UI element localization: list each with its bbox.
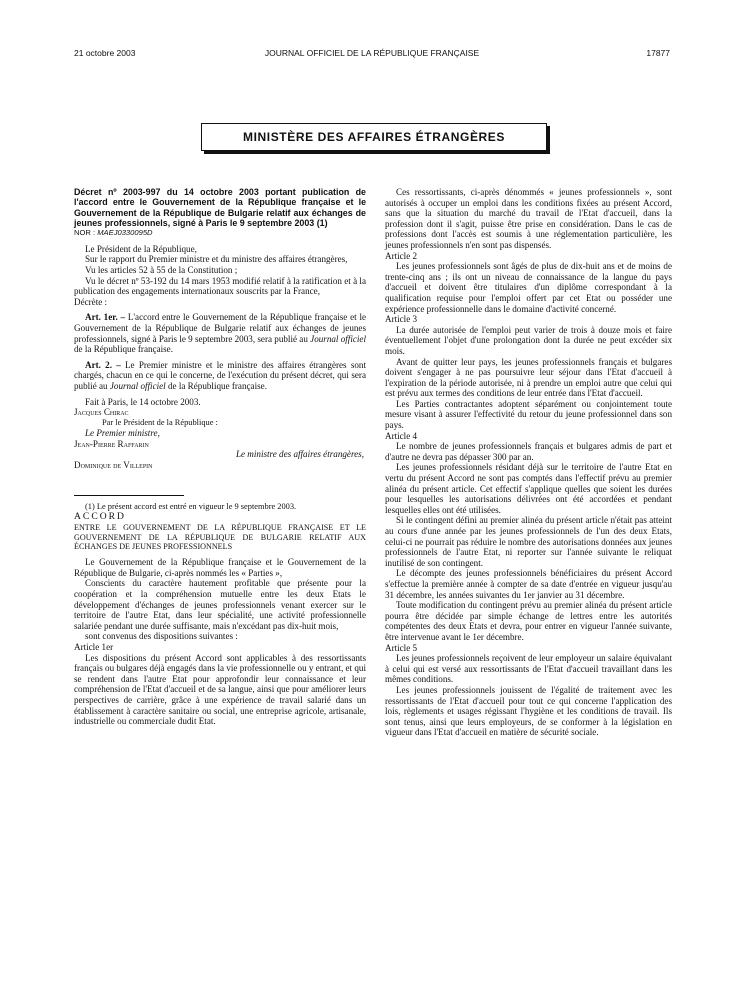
- foreign-minister-title: Le ministre des affaires étrangères,: [235, 449, 364, 460]
- visa-line: Sur le rapport du Premier ministre et du ministre des affaires étrangères,: [85, 254, 348, 265]
- article-4-paragraph: Toute modification du contingent prévu au premier alinéa du présent article pourra être décidée par simple échange de lettres entre les autorités compétentes des deux Etats et devra, pour entrer en vigueur l'année suivante, être intervenue avant le 1er décembre.: [385, 600, 672, 642]
- article-4-paragraph: Les jeunes professionnels résidant déjà sur le territoire de l'autre Etat en vertu du présent Accord ne sont pas comptés dans l'effectif prévu au premier alinéa du présent article. Cet effectif s'applique quelles que soient les durées pour lesquelles les autorisations délivrées ont été accordées et pendant lesquelles elles ont été utilisées.: [385, 462, 672, 515]
- ministry-banner: [201, 123, 547, 151]
- footnote: (1) Le présent accord est entré en vigueur le 9 septembre 2003.: [85, 501, 297, 511]
- article-4-heading: Article 4: [385, 430, 418, 441]
- preamble-paragraph: Le Gouvernement de la République française et le Gouvernement de la République de Bulgarie, ci-après nommés les « Parties »,: [74, 557, 366, 578]
- accord-subtitle: ENTRE LE GOUVERNEMENT DE LA RÉPUBLIQUE FRANÇAISE ET LE GOUVERNEMENT DE LA RÉPUBLIQUE DE BULGARIE RELATIF AUX ÉCHANGES DE JEUNES PROFESSIONNELS: [74, 522, 366, 552]
- article-4-paragraph: Le décompte des jeunes professionnels bénéficiaires du présent Accord s'effectue la première année à compter de sa date d'entrée en vigueur jusqu'au 31 décembre, les années suivantes du 1er janvier au 31 décembre.: [385, 568, 672, 600]
- prime-minister-title: Le Premier ministre,: [85, 428, 160, 439]
- article-2-paragraph: Les jeunes professionnels sont âgés de plus de dix-huit ans et de moins de trente-cinq ans ; ils ont un niveau de connaissance de la langue du pays d'accueil et doivent être titulaires d'un diplôme correspondant à la qualification requise pour l'emploi offert par cet Etat ou posséder une expérience professionnelle dans le domaine d'activité concerné.: [385, 261, 672, 314]
- article-3-heading: Article 3: [385, 314, 418, 325]
- right-column: [385, 187, 672, 738]
- preamble-paragraph: Conscients du caractère hautement profitable que présente pour la coopération et la compréhension mutuelle entre les deux Etats le développement d'échanges de jeunes professionnels venant exercer sur le territoire de l'autre Etat, dans leur spécialité, une activité professionnelle salariée pendant une durée suffisante, mais n'excédant pas dix-huit mois,: [74, 578, 366, 631]
- accord-title: ACCORD: [74, 511, 126, 523]
- issue-date: 21 octobre 2003: [74, 48, 136, 58]
- journal-title: JOURNAL OFFICIEL DE LA RÉPUBLIQUE FRANÇAISE: [264, 48, 480, 58]
- decree-title: Décret nº 2003-997 du 14 octobre 2003 portant publication de l'accord entre le Gouvernement de la République française et le Gouvernement de la République de Bulgarie relatif aux échanges de jeunes professionnels, signé à Paris le 9 septembre 2003 (1): [74, 187, 366, 228]
- signatory-president: Jacques Chirac: [74, 407, 129, 418]
- decrete-heading: Décrète :: [74, 296, 108, 307]
- article-1-heading: Article 1er: [74, 641, 114, 652]
- visa-line: Vu les articles 52 à 55 de la Constitution ;: [85, 264, 238, 275]
- decree-article-1: [74, 312, 366, 354]
- nor-label: NOR :: [74, 228, 96, 238]
- nor-reference: [74, 228, 366, 239]
- decree-article-1-label: Art. 1er. –: [85, 312, 126, 323]
- prime-minister-name: Jean-Pierre Raffarin: [74, 438, 149, 449]
- visa-line: Le Président de la République,: [85, 243, 197, 254]
- page-number: 17877: [646, 48, 670, 58]
- by-president: Par le Président de la République :: [102, 417, 218, 427]
- article-5-heading: Article 5: [385, 642, 418, 653]
- journal-officiel-ref: Journal officiel: [109, 380, 166, 391]
- decree-article-1-text: L'accord entre le Gouvernement de la République française et le Gouvernement de la République de Bulgarie relatif aux échanges de jeunes professionnels, signé à Paris le 9 septembre 2003, sera publié au: [74, 312, 367, 344]
- article-3-paragraph: Les Parties contractantes adoptent séparément ou conjointement toute mesure visant à assurer l'effectivité du retour du jeune professionnel dans son pays.: [385, 398, 672, 431]
- article-4-paragraph: Si le contingent défini au premier alinéa du présent article n'était pas atteint au cours d'une année par les jeunes professionnels de l'un des deux Etats, celui-ci ne pourrait pas réduire le nombre des autorisations données aux jeunes professionnels de l'autre Etat, ni reporter sur l'année suivante le reliquat inutilisé de son contingent.: [385, 515, 672, 568]
- article-1-paragraph: Ces ressortissants, ci-après dénommés « jeunes professionnels », sont autorisés à occuper un emploi dans les conditions fixées au présent Accord, sans que la situation du marché du travail de l'Etat d'accueil, dans la profession dont il s'agit, puisse être prise en considération. Dans le cas de professions dont l'accès est soumis à une réglementation particulière, les jeunes professionnels n'en sont pas dispensés.: [385, 187, 672, 250]
- article-3-paragraph: Avant de quitter leur pays, les jeunes professionnels français et bulgares doivent s'engager à ne pas poursuivre leur séjour dans l'Etat d'accueil à l'expiration de la période autorisée, ni à prendre un emploi autre que celui qui est prévu aux termes des conditions de leur entrée dans l'Etat d'accueil.: [385, 356, 672, 399]
- article-3-paragraph: La durée autorisée de l'emploi peut varier de trois à douze mois et faire éventuellement l'objet d'une prolongation dont la durée ne peut excéder six mois.: [385, 324, 672, 356]
- nor-value: MAEJ0330095D: [97, 228, 153, 238]
- footnote-separator: [74, 495, 184, 496]
- article-2-heading: Article 2: [385, 250, 418, 261]
- decree-article-2: [74, 360, 366, 392]
- journal-officiel-ref: Journal officiel: [310, 333, 366, 344]
- visa-line: Vu le décret nº 53-192 du 14 mars 1953 modifié relatif à la ratification et à la publication des engagements internationaux souscrits par la France,: [74, 275, 366, 297]
- page-header: [74, 48, 670, 62]
- preamble-paragraph: sont convenus des dispositions suivantes :: [85, 631, 238, 642]
- ministry-title: MINISTÈRE DES AFFAIRES ÉTRANGÈRES: [242, 130, 506, 144]
- done-at: Fait à Paris, le 14 octobre 2003.: [85, 396, 201, 407]
- foreign-minister-name: Dominique de Villepin: [74, 460, 153, 471]
- article-5-paragraph: Les jeunes professionnels reçoivent de leur employeur un salaire équivalant à celui qui est versé aux ressortissants de l'Etat d'accueil travaillant dans les mêmes conditions.: [385, 653, 672, 685]
- article-5-paragraph: Les jeunes professionnels jouissent de l'égalité de traitement avec les ressortissants de l'Etat d'accueil pour tout ce qui concerne l'application des lois, règlements et usages régissant l'hygiène et les conditions de travail. Ils sont tenus, ainsi que leurs employeurs, de se conformer à la législation en vigueur dans l'Etat d'accueil en matière de sécurité sociale.: [385, 684, 672, 738]
- decree-article-2-label: Art. 2. –: [85, 359, 121, 370]
- left-column: [74, 187, 366, 727]
- decree-article-2-text: Le Premier ministre et le ministre des affaires étrangères sont chargés, chacun en ce qui le concerne, de l'exécution du présent décret, qui sera publié au: [74, 359, 366, 391]
- decree-article-1-end: de la République française.: [74, 344, 173, 355]
- article-1-paragraph: Les dispositions du présent Accord sont applicables à des ressortissants français ou bulgares déjà engagés dans la vie professionnelle ou y entrant, et qui se rendent dans l'autre Etat pour approfondir leur connaissance et leur compréhension de l'Etat d'accueil et de sa langue, ainsi que pour améliorer leurs perspectives de carrière, grâce à une expérience de travail salarié dans un établissement à caractère sanitaire ou social, une entreprise agricole, artisanale, industrielle ou commerciale dudit Etat.: [74, 652, 366, 727]
- article-4-paragraph: Le nombre de jeunes professionnels français et bulgares admis de part et d'autre ne devra pas dépasser 300 par an.: [385, 441, 672, 462]
- decree-article-2-end: de la République française.: [167, 380, 267, 391]
